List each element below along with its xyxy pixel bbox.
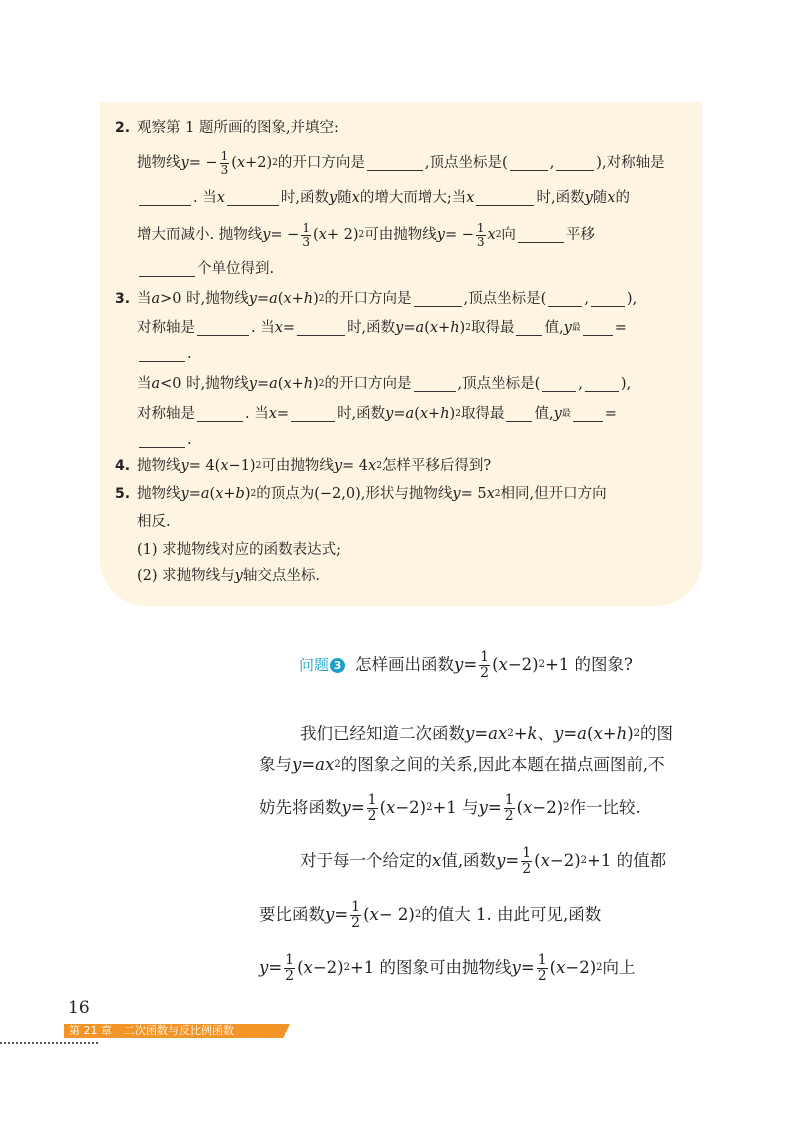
answer-blank — [585, 377, 619, 392]
fraction: $\frac{1}{2}$ — [351, 898, 361, 931]
answer-blank — [139, 262, 195, 277]
answer-blank — [510, 156, 548, 171]
fraction: $\frac{1}{2}$ — [285, 951, 295, 984]
answer-blank — [506, 407, 532, 422]
para2-line1: 对于每一个给定的 x 值,函数 y = $\frac{1}{2}$ ( x −2) 2 +1 的值都 — [300, 844, 667, 877]
answer-blank — [414, 377, 456, 392]
fraction: $\frac{1}{2}$ — [504, 791, 514, 824]
answer-blank — [548, 292, 582, 307]
answer-blank — [297, 321, 345, 336]
fraction: $\frac{1}{3}$ — [220, 148, 229, 177]
q5-line2: 相反. — [137, 514, 171, 530]
q3-line4: 当 a <0 时,抛物线 y = a ( x + h ) 2 的开口方向是 ,顶点坐标是( , ), — [137, 376, 632, 392]
answer-blank — [591, 292, 625, 307]
answer-blank — [583, 321, 613, 336]
q3-line3: . — [137, 344, 192, 364]
para2-line3: y = $\frac{1}{2}$ ( x −2) 2 +1 的图象可由抛物线 y = $\frac{1}{2}$ ( x −2) 2 向上 — [259, 951, 636, 984]
q2-number: 2. — [115, 120, 131, 136]
answer-blank — [542, 377, 576, 392]
problem-number-badge: 3 — [330, 658, 345, 673]
para1-line1: 我们已经知道二次函数 y = a x 2 + k 、 y = a ( x + h ) 2 的图 — [300, 724, 674, 743]
para2-line2: 要比函数 y = $\frac{1}{2}$ ( x − 2) 2 的值大 1. 由此可见,函数 — [259, 898, 602, 931]
problem-label: 问题 — [299, 656, 330, 674]
chapter-label — [69, 1022, 246, 1040]
q5-sub1: (1) 求抛物线对应的函数表达式; — [137, 542, 342, 558]
q2-line2: . 当 x 时,函数 y 随 x 的增大而增大;当 x 时,函数 y 随 x 的 — [137, 188, 630, 208]
answer-blank — [573, 407, 603, 422]
chapter-number: 第 21 章 — [69, 1024, 112, 1037]
dotted-rule — [0, 1042, 98, 1048]
q3-line6: . — [137, 430, 192, 450]
answer-blank — [197, 321, 249, 336]
q4-number: 4. — [115, 458, 131, 474]
answer-blank — [139, 347, 185, 362]
q3-number: 3. — [115, 291, 131, 307]
fraction: $\frac{1}{3}$ — [302, 220, 310, 249]
fraction: $\frac{1}{2}$ — [367, 791, 377, 824]
fraction: $\frac{1}{2}$ — [522, 844, 532, 877]
q4-line: 抛物线 y = 4( x −1) 2 可由抛物线 y = 4 x 2 怎样平移后得到? — [137, 458, 492, 474]
problem-heading: 问题 3 怎样画出函数 y = $\frac{1}{2}$ ( x −2) 2 +1 的图象? — [299, 648, 633, 681]
q2-line3: 增大而减小. 抛物线 y = − $\frac{1}{3}$ ( x + 2) 2 可由抛物线 y = − $\frac{1}{3}$ x 2 向 平移 — [137, 220, 595, 249]
q2-line1: 抛物线 y = − $\frac{1}{3}$ ( x +2) 2 的开口方向是 ,顶点坐标是( , ),对称轴是 — [137, 148, 665, 177]
answer-blank — [518, 228, 564, 243]
answer-blank — [367, 156, 423, 171]
answer-blank — [556, 156, 594, 171]
para1-line2: 象与 y = a x 2 的图象之间的关系,因此本题在描点画图前,不 — [259, 755, 665, 774]
page-number: 16 — [68, 998, 90, 1018]
answer-blank — [227, 191, 279, 206]
answer-blank — [291, 407, 335, 422]
answer-blank — [414, 292, 462, 307]
q5-sub2: (2) 求抛物线与 y 轴交点坐标. — [137, 568, 320, 584]
answer-blank — [139, 433, 185, 448]
answer-blank — [197, 407, 243, 422]
q5-number: 5. — [115, 486, 131, 502]
answer-blank — [476, 191, 534, 206]
q3-line5: 对称轴是 . 当 x = 时,函数 y = a ( x + h ) 2 取得最 值, y 最 = — [137, 406, 617, 422]
answer-blank — [139, 191, 191, 206]
answer-blank — [516, 321, 542, 336]
q3-line2: 对称轴是 . 当 x = 时,函数 y = a ( x + h ) 2 取得最 值, y 最 = — [137, 320, 627, 336]
chapter-title: 二次函数与反比例函数 — [124, 1024, 234, 1037]
para1-line3: 妨先将函数 y = $\frac{1}{2}$ ( x −2) 2 +1 与 y = $\frac{1}{2}$ ( x −2) 2 作一比较. — [259, 791, 641, 824]
q3-line1: 当 a >0 时,抛物线 y = a ( x + h ) 2 的开口方向是 ,顶点坐标是( , ), — [137, 291, 638, 307]
q2-stem: 观察第 1 题所画的图象,并填空: — [137, 120, 339, 136]
fraction: $\frac{1}{2}$ — [480, 648, 490, 681]
q5-line1: 抛物线 y = a ( x + b ) 2 的顶点为(−2,0),形状与抛物线 y = 5 x 2 相同,但开口方向 — [137, 486, 607, 502]
fraction: $\frac{1}{2}$ — [537, 951, 547, 984]
q2-line4: 个单位得到. — [137, 259, 274, 279]
fraction: $\frac{1}{3}$ — [476, 220, 485, 249]
